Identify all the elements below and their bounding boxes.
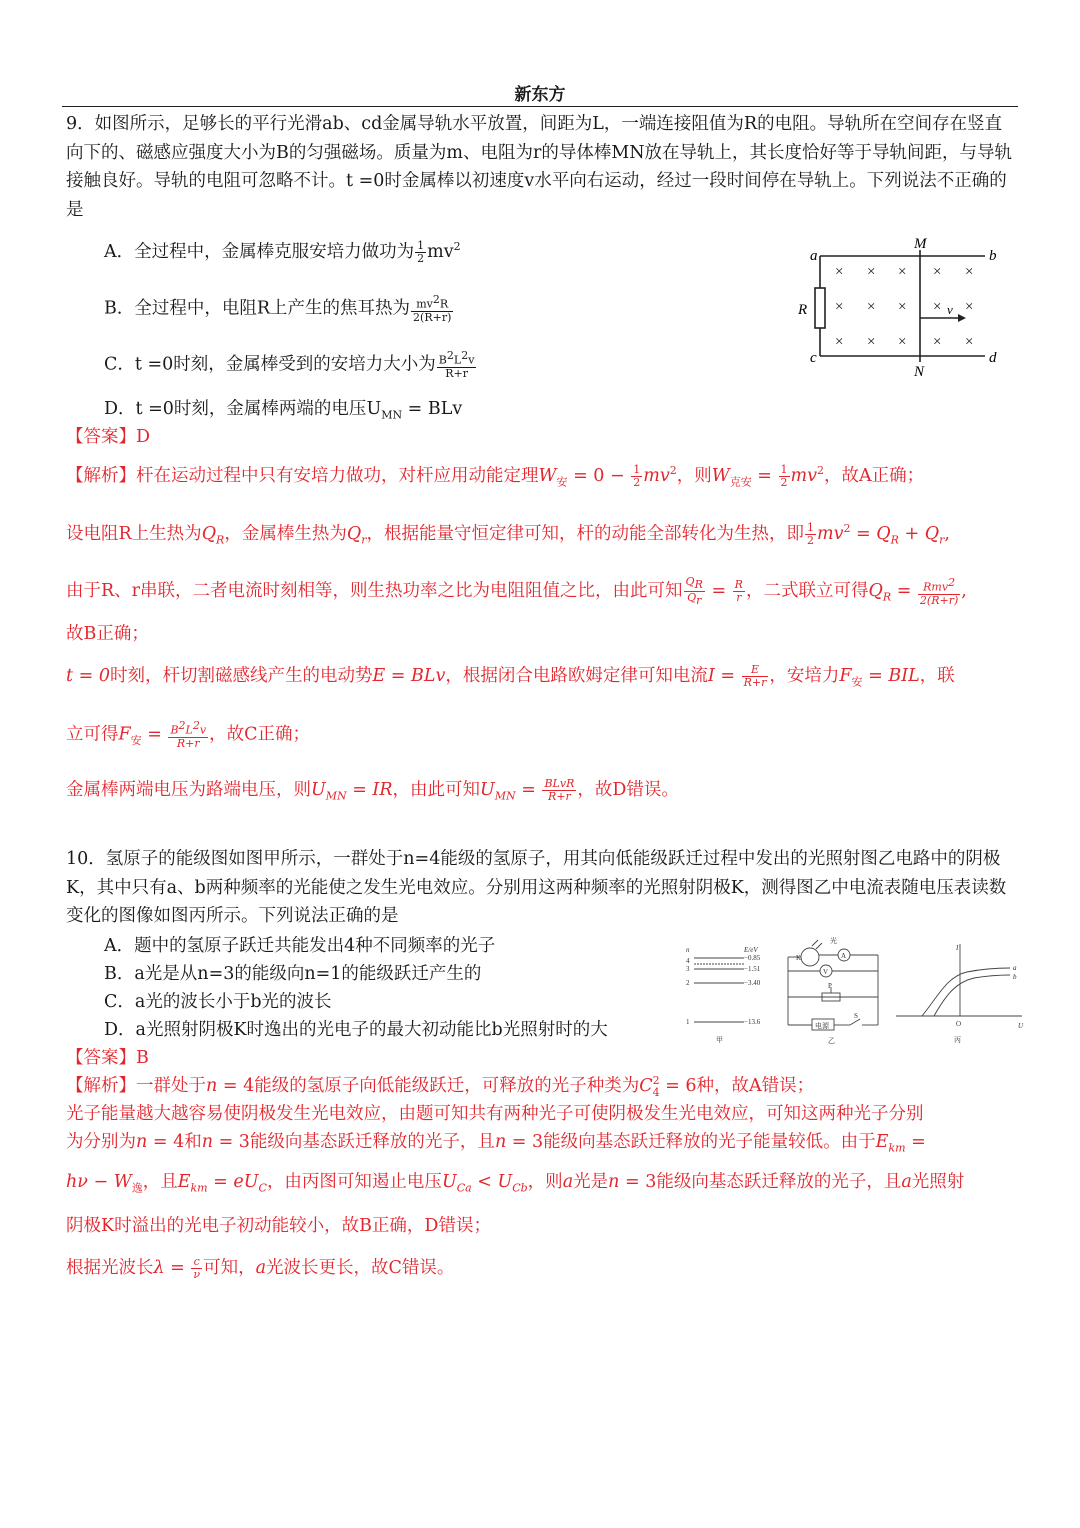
svg-text:E/eV: E/eV bbox=[744, 946, 758, 954]
svg-text:×: × bbox=[867, 264, 876, 280]
svg-text:光: 光 bbox=[830, 937, 837, 945]
svg-text:K: K bbox=[796, 954, 802, 962]
label-n: N bbox=[914, 364, 925, 380]
label-b: b bbox=[989, 248, 997, 264]
q10-explanation-1: 【解析】一群处于n = 4能级的氢原子向低能级跃迁，可释放的光子种类为$C^2_4 = 6$种，故A错误； bbox=[66, 1074, 815, 1099]
svg-text:4: 4 bbox=[686, 957, 690, 965]
q9-explanation-1: 【解析】杆在运动过程中只有安培力做功，对杆应用动能定理$W_安 = 0$ − $\frac{1}{2}$ $mv^2$，则$W_{克安}$ = $\frac{1}{2}$ $mv^2$，故A正确； bbox=[66, 463, 925, 489]
q10-option-c: C．a光的波长小于b光的波长 bbox=[104, 992, 332, 1012]
q9-explanation-2: 设电阻R上生热为$Q_R$，金属棒生热为$Q_r$，根据能量守恒定律可知，杆的动能全部转化为生热，即 $\frac{1}{2}$ $mv^2 = Q_R + Q_r$, bbox=[66, 521, 950, 547]
q9-option-c: C．t =0时刻，金属棒受到的安培力大小为 $\frac{B^2L^2v}{R+r}$ bbox=[104, 349, 475, 380]
label-c: c bbox=[810, 350, 817, 366]
svg-text:×: × bbox=[867, 334, 876, 350]
q10-circuit-figure bbox=[782, 935, 884, 1048]
svg-text:O: O bbox=[956, 1020, 962, 1028]
q10-energy-level-figure bbox=[682, 938, 782, 1048]
label-m: M bbox=[914, 236, 927, 252]
svg-text:−1.51: −1.51 bbox=[744, 965, 761, 973]
svg-text:3: 3 bbox=[686, 965, 690, 973]
svg-text:×: × bbox=[835, 334, 844, 350]
svg-text:−3.40: −3.40 bbox=[744, 979, 761, 987]
q10-answer: 【答案】B bbox=[66, 1048, 149, 1068]
page-header: 新东方 bbox=[514, 85, 566, 105]
q9-explanation-7: 金属棒两端电压为路端电压，则$U_{MN}$ = IR，由此可知$U_{MN}$ = $\frac{\text{BLvR}}{R+r}$ ，故D错误。 bbox=[66, 777, 679, 803]
q10-explanation-4: $h\nu - W_逸$，且$E_{km} = eU_C$，由丙图可知遏止电压$U_{Ca} < U_{Cb}$，则a光是n = 3能级向基态跃迁释放的光子，且a光照射 bbox=[66, 1172, 965, 1195]
svg-text:n: n bbox=[686, 946, 690, 954]
svg-text:V: V bbox=[823, 968, 829, 976]
q9-explanation-3: 由于R、r串联，二者电流时刻相等，则生热功率之比为电阻阻值之比，由此可知 $\frac{Q_R}{Q_r}$ = $\frac{R}{r}$ ，二式联立可得$Q_R$ = $\frac{Rmv^2}{2(R+r)}$ , bbox=[66, 575, 967, 608]
svg-text:P: P bbox=[828, 982, 832, 990]
q10-explanation-6: 根据光波长λ = $\frac{c}{\nu}$ 可知，a光波长更长，故C错误。 bbox=[66, 1255, 455, 1281]
q10-stem: 10．氢原子的能级图如图甲所示，一群处于n=4能级的氢原子，用其向低能级跃迁过程中发出的光照射图乙电路中的阴极K，其中只有a、b两种频率的光能使之发生光电效应。分别用这两种频率的光照射阴极K，测得图乙中电流表随电压表读数变化的图像如图丙所示。下列说法正确的是 bbox=[66, 849, 1007, 926]
svg-text:×: × bbox=[898, 264, 907, 280]
svg-text:×: × bbox=[898, 299, 907, 315]
svg-text:×: × bbox=[835, 264, 844, 280]
svg-text:×: × bbox=[898, 334, 907, 350]
svg-text:×: × bbox=[933, 334, 942, 350]
label-a: a bbox=[810, 248, 818, 264]
svg-text:电源: 电源 bbox=[815, 1022, 829, 1030]
header-rule bbox=[62, 106, 1018, 107]
svg-text:×: × bbox=[965, 334, 974, 350]
q9-stem: 9．如图所示，足够长的平行光滑ab、cd金属导轨水平放置，间距为L，一端连接阻值为R的电阻。导轨所在空间存在竖直向下的、磁感应强度大小为B的匀强磁场。质量为m、电阻为r的导体棒MN放在导轨上，其长度恰好等于导轨间距，与导轨接触良好。导轨的电阻可忽略不计。t =0时金属棒以初速度v水平向右运动，经过一段时间停在导轨上。下列说法不正确的是 bbox=[66, 114, 1013, 220]
svg-text:−0.85: −0.85 bbox=[744, 954, 761, 962]
svg-text:1: 1 bbox=[686, 1018, 690, 1026]
svg-text:a: a bbox=[1013, 964, 1017, 972]
svg-text:I: I bbox=[956, 944, 959, 952]
svg-text:b: b bbox=[1013, 973, 1017, 981]
q9-option-b: B．全过程中，电阻R上产生的焦耳热为 $\frac{mv^2R}{2(R+r)}$ bbox=[104, 293, 452, 324]
q9-explanation-6: 立可得$F_安$ = $\frac{B^2L^2v}{R+r}$ ，故C正确； bbox=[66, 719, 310, 750]
svg-text:乙: 乙 bbox=[828, 1037, 835, 1045]
q9-answer: 【答案】D bbox=[66, 427, 151, 447]
svg-text:×: × bbox=[965, 299, 974, 315]
svg-text:S: S bbox=[854, 1012, 858, 1020]
svg-text:A: A bbox=[841, 952, 847, 960]
q9-circuit-figure bbox=[790, 236, 1010, 382]
label-d: d bbox=[989, 350, 997, 366]
q10-option-a: A．题中的氢原子跃迁共能发出4种不同频率的光子 bbox=[104, 936, 496, 956]
svg-text:×: × bbox=[933, 299, 942, 315]
q10-explanation-5: 阴极K时溢出的光电子初动能较小，故B正确，D错误； bbox=[66, 1216, 491, 1236]
svg-text:×: × bbox=[933, 264, 942, 280]
svg-text:−13.6: −13.6 bbox=[744, 1018, 761, 1026]
q9-explanation-4: 故B正确； bbox=[66, 624, 149, 644]
q10-explanation-3: 为分别为n = 4和n = 3能级向基态跃迁释放的光子，且n = 3能级向基态跃迁释放的光子能量较低。由于$E_{km}$ = bbox=[66, 1132, 926, 1155]
svg-text:×: × bbox=[965, 264, 974, 280]
svg-text:×: × bbox=[835, 299, 844, 315]
svg-text:2: 2 bbox=[686, 979, 690, 987]
svg-text:U: U bbox=[1018, 1022, 1024, 1030]
label-r: R bbox=[798, 302, 808, 318]
q10-iu-graph-figure bbox=[892, 938, 1032, 1048]
q10-option-d: D．a光照射阴极K时逸出的光电子的最大初动能比b光照射时的大 bbox=[104, 1020, 608, 1040]
label-v: v bbox=[947, 302, 953, 317]
q10-option-b: B．a光是从n=3的能级向n=1的能级跃迁产生的 bbox=[104, 964, 482, 984]
svg-text:丙: 丙 bbox=[954, 1036, 961, 1044]
svg-text:甲: 甲 bbox=[716, 1036, 723, 1044]
q10-explanation-2: 光子能量越大越容易使阴极发生光电效应，由题可知共有两种光子可使阴极发生光电效应，可知这两种光子分别 bbox=[66, 1104, 924, 1124]
q9-option-a: A．全过程中，金属棒克服安培力做功为 $\frac{1}{2}$ $mv^2$ bbox=[104, 239, 461, 265]
q9-explanation-5: t = 0时刻，杆切割磁感线产生的电动势E = BLv，根据闭合电路欧姆定律可知电流I = $\frac{E}{R+r}$ ，安培力$F_安$ = BIL，联 bbox=[66, 663, 955, 689]
q9-option-d: D．t =0时刻，金属棒两端的电压$U_{MN}$ = BLv bbox=[104, 399, 463, 422]
svg-text:×: × bbox=[867, 299, 876, 315]
